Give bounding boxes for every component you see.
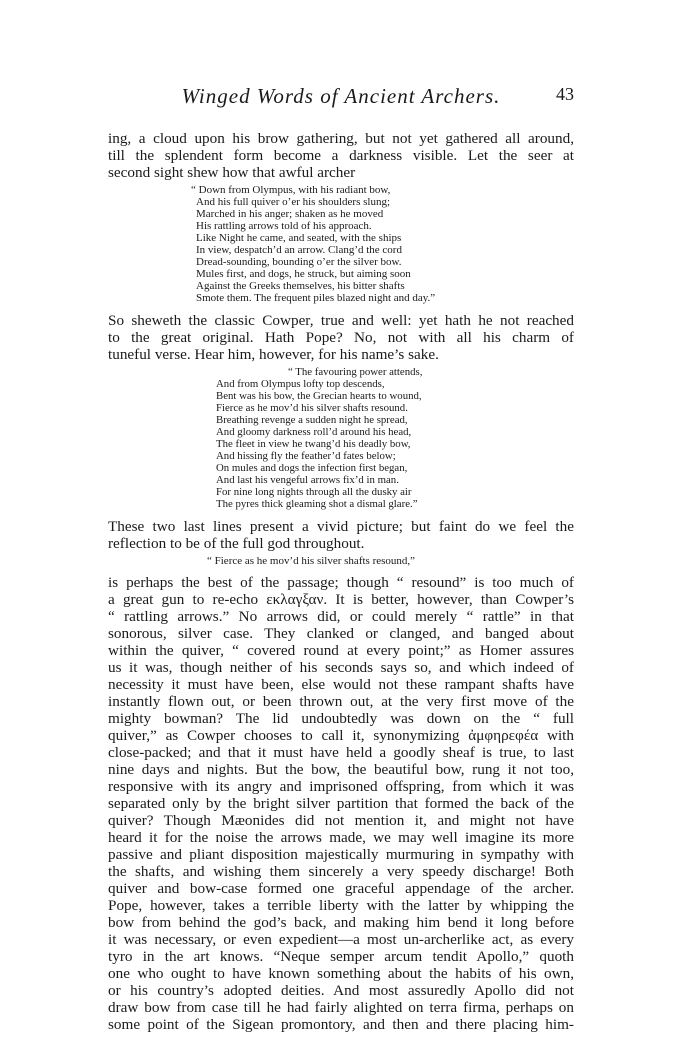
quoted-verse-line: “ Fierce as he mov’d his silver shafts resound,” [207, 555, 416, 567]
prose-line: quiver and bow-case formed one graceful appendage of the archer. [108, 880, 574, 897]
verse-line: Dread-sounding, bounding o’er the silver bow. [196, 256, 402, 268]
prose-line: some point of the Sigean promontory, and then and there placing him- [108, 1016, 574, 1033]
verse-line: Fierce as he mov’d his silver shafts resound. [216, 402, 408, 414]
verse-line: Like Night he came, and seated, with the ships [196, 232, 402, 244]
verse-line: Against the Greeks themselves, his bitter shafts [196, 280, 405, 292]
prose-line: heard it for the noise the arrows made, we may well imagine its more [108, 829, 574, 846]
prose-line: it was necessary, or even expedient—a most un-archerlike act, as every [108, 931, 574, 948]
prose-line: the shafts, and wishing them sincerely a very speedy discharge! Both [108, 863, 574, 880]
verse-line: Mules first, and dogs, he struck, but aiming soon [196, 268, 411, 280]
prose-line: passive and pliant disposition majestically murmuring in sympathy with [108, 846, 574, 863]
prose-line: mighty bowman? The lid undoubtedly was down on the “ full [108, 710, 574, 727]
verse-line: And hissing fly the feather’d fates below; [216, 450, 396, 462]
prose-line: till the splendent form become a darkness visible. Let the seer at [108, 147, 574, 164]
prose-line: responsive with its angry and imprisoned offspring, from which it was [108, 778, 574, 795]
verse-line: His rattling arrows told of his approach. [196, 220, 372, 232]
prose-line: close-packed; and that it must have held a goodly sheaf is true, to last [108, 744, 574, 761]
prose-line: So sheweth the classic Cowper, true and well: yet hath he not reached [108, 312, 574, 329]
prose-line: tuneful verse. Hear him, however, for his name’s sake. [108, 346, 439, 363]
prose-line: “ rattling arrows.” No arrows did, or could merely “ rattle” in that [108, 608, 574, 625]
prose-line: instantly flown out, or been thrown out, at the very first move of the [108, 693, 574, 710]
prose-line: Pope, however, takes a terrible liberty with the latter by whipping the [108, 897, 574, 914]
prose-line: one who ought to have known something about the habits of his own, [108, 965, 574, 982]
prose-line: draw bow from case till he had fairly alighted on terra firma, perhaps on [108, 999, 574, 1016]
prose-line: ing, a cloud upon his brow gathering, but not yet gathered all around, [108, 130, 574, 147]
verse-line: In view, despatch’d an arrow. Clang’d the cord [196, 244, 402, 256]
prose-line: is perhaps the best of the passage; though “ resound” is too much of [108, 574, 574, 591]
prose-line: necessity it must have been, else would not these rampant shafts have [108, 676, 574, 693]
verse-line: The fleet in view he twang’d his deadly bow, [216, 438, 411, 450]
prose-line: quiver,” as Cowper chooses to call it, synonymizing ἀμφηρεφέα with [108, 727, 574, 744]
verse-line: And gloomy darkness roll’d around his head, [216, 426, 412, 438]
verse-line: Bent was his bow, the Grecian hearts to wound, [216, 390, 422, 402]
prose-line: These two last lines present a vivid picture; but faint do we feel the [108, 518, 574, 535]
verse-line: And from Olympus lofty top descends, [216, 378, 385, 390]
verse-line: On mules and dogs the infection first began, [216, 462, 408, 474]
verse-line: Smote them. The frequent piles blazed night and day.” [196, 292, 436, 304]
prose-line: second sight shew how that awful archer [108, 164, 356, 181]
verse-line: “ Down from Olympus, with his radiant bow, [191, 184, 391, 196]
prose-line: us it was, though neither of his seconds says so, and which indeed of [108, 659, 574, 676]
verse-line: Marched in his anger; shaken as he moved [196, 208, 384, 220]
verse-line: Breathing revenge a sudden night he spread, [216, 414, 408, 426]
prose-line: within the quiver, “ covered round at every point;” as Homer assures [108, 642, 574, 659]
prose-line: a great gun to re-echo εκλαγξαν. It is better, however, than Cowper’s [108, 591, 574, 608]
verse-line: “ The favouring power attends, [288, 366, 423, 378]
verse-line: For nine long nights through all the dusky air [216, 486, 412, 498]
prose-line: separated only by the bright silver partition that formed the back of the [108, 795, 574, 812]
verse-line: And last his vengeful arrows fix’d in man. [216, 474, 399, 486]
prose-line: quiver? Though Mæonides did not mention it, and might not have [108, 812, 574, 829]
prose-line: to the great original. Hath Pope? No, not with all his charm of [108, 329, 574, 346]
prose-line: tyro in the art knows. “Neque semper arcum tendit Apollo,” quoth [108, 948, 574, 965]
prose-line: reflection to be of the full god throughout. [108, 535, 365, 552]
running-head [108, 84, 574, 110]
prose-line: or his country’s adopted deities. And most assuredly Apollo did not [108, 982, 574, 999]
verse-line: And his full quiver o’er his shoulders slung; [196, 196, 391, 208]
running-title: Winged Words of Ancient Archers. [181, 84, 501, 108]
prose-line: nine days and nights. But the bow, the beautiful bow, rung it not too, [108, 761, 574, 778]
verse-line: The pyres thick gleaming shot a dismal glare.” [216, 498, 418, 510]
prose-line: bow from behind the god’s back, and making him bend it long before [108, 914, 574, 931]
prose-line: sonorous, silver case. They clanked or clanged, and banged about [108, 625, 574, 642]
page-number: 43 [556, 84, 574, 104]
